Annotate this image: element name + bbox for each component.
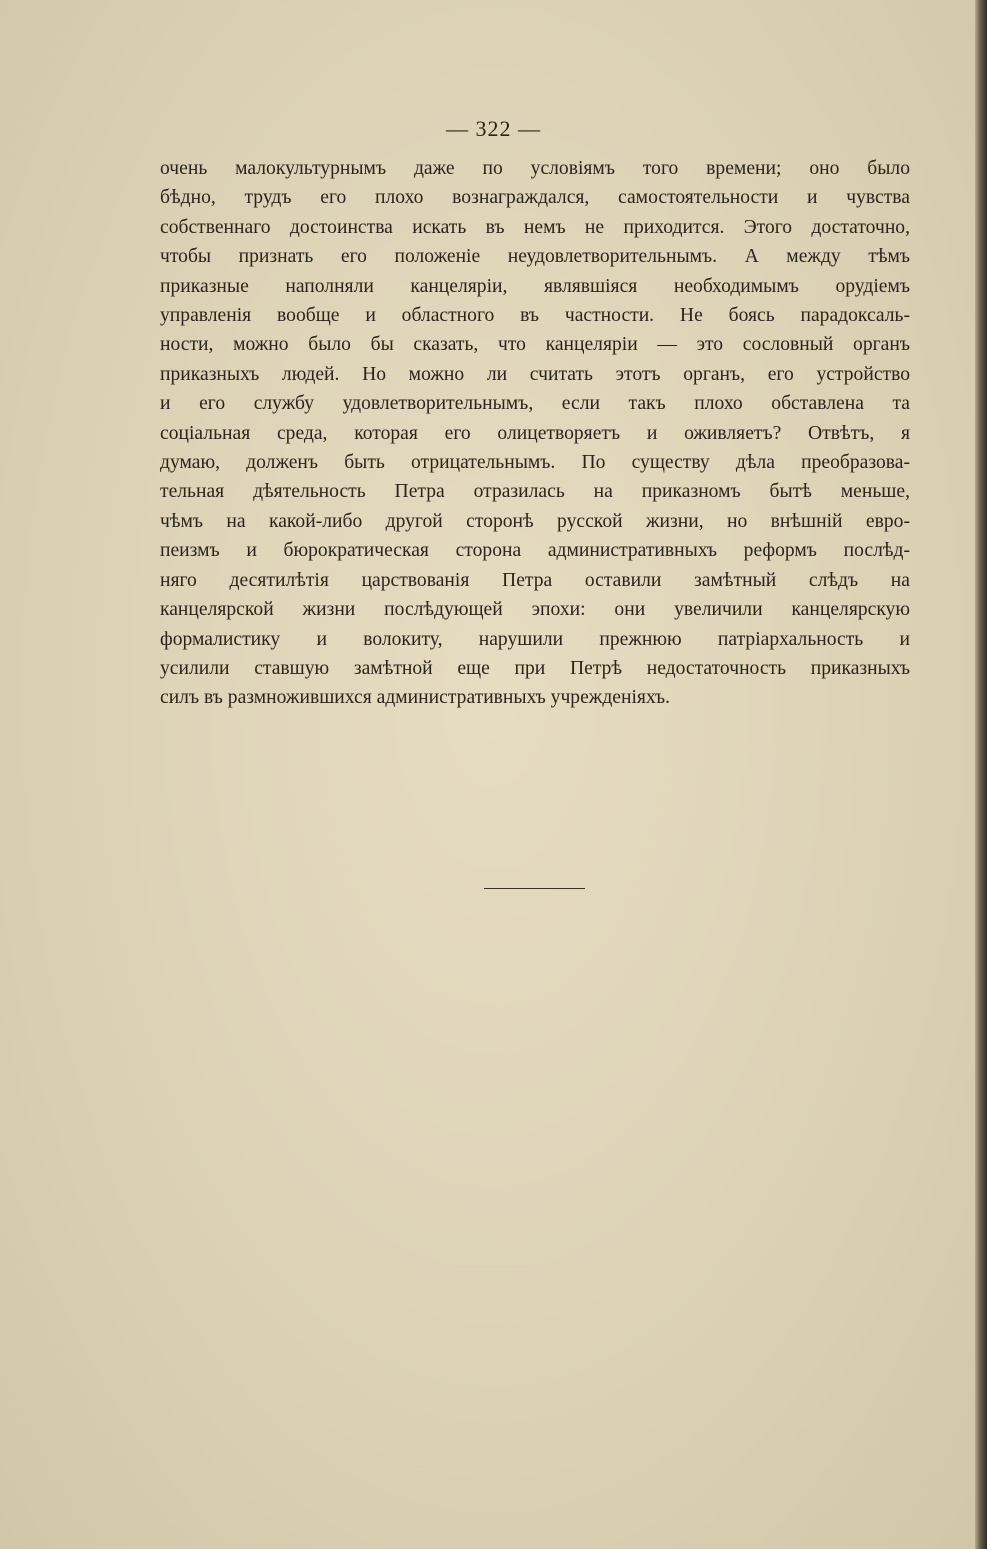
text-line: приказныхъ людей. Но можно ли считать этотъ органъ, его устройство bbox=[160, 363, 910, 385]
text-line: управленія вообще и областного въ частности. Не боясь парадоксаль- bbox=[160, 305, 910, 327]
text-line: пеизмъ и бюрократическая сторона административныхъ реформъ послѣд- bbox=[160, 540, 910, 562]
text-line: ности, можно было бы сказать, что канцеляріи — это сословный органъ bbox=[160, 334, 910, 356]
section-end-rule bbox=[484, 888, 585, 889]
text-line: тельная дѣятельность Петра отразилась на приказномъ бытѣ меньше, bbox=[160, 481, 910, 503]
text-line: и его службу удовлетворительнымъ, если такъ плохо обставлена та bbox=[160, 393, 910, 415]
text-line: очень малокультурнымъ даже по условіямъ того времени; оно было bbox=[160, 158, 910, 179]
text-line: формалистику и волокиту, нарушили прежнюю патріархальность и bbox=[160, 628, 910, 650]
text-line: собственнаго достоинства искать въ немъ не приходится. Этого достаточно, bbox=[160, 216, 910, 238]
text-line: канцелярской жизни послѣдующей эпохи: они увеличили канцелярскую bbox=[160, 599, 910, 621]
text-line: чѣмъ на какой-либо другой сторонѣ русской жизни, но внѣшній евро- bbox=[160, 510, 910, 532]
paragraph bbox=[160, 154, 910, 713]
text-line-last: силъ въ размножившихся административныхъ учрежденіяхъ. bbox=[160, 687, 671, 709]
page-number: — 322 — bbox=[446, 116, 541, 141]
text-line: бѣдно, трудъ его плохо вознаграждался, самостоятельности и чувства bbox=[160, 187, 910, 209]
text-line: усилили ставшую замѣтной еще при Петрѣ недостаточность приказныхъ bbox=[160, 657, 910, 679]
text-line: думаю, долженъ быть отрицательнымъ. По существу дѣла преобразова- bbox=[160, 452, 910, 474]
text-line: няго десятилѣтія царствованія Петра оставили замѣтный слѣдъ на bbox=[160, 569, 910, 591]
text-line: приказные наполняли канцеляріи, являвшіяся необходимымъ орудіемъ bbox=[160, 275, 910, 297]
text-line: соціальная среда, которая его олицетворяетъ и оживляетъ? Отвѣтъ, я bbox=[160, 422, 910, 444]
book-spine-shadow bbox=[975, 0, 987, 1549]
text-line: чтобы признать его положеніе неудовлетворительнымъ. А между тѣмъ bbox=[160, 246, 910, 268]
